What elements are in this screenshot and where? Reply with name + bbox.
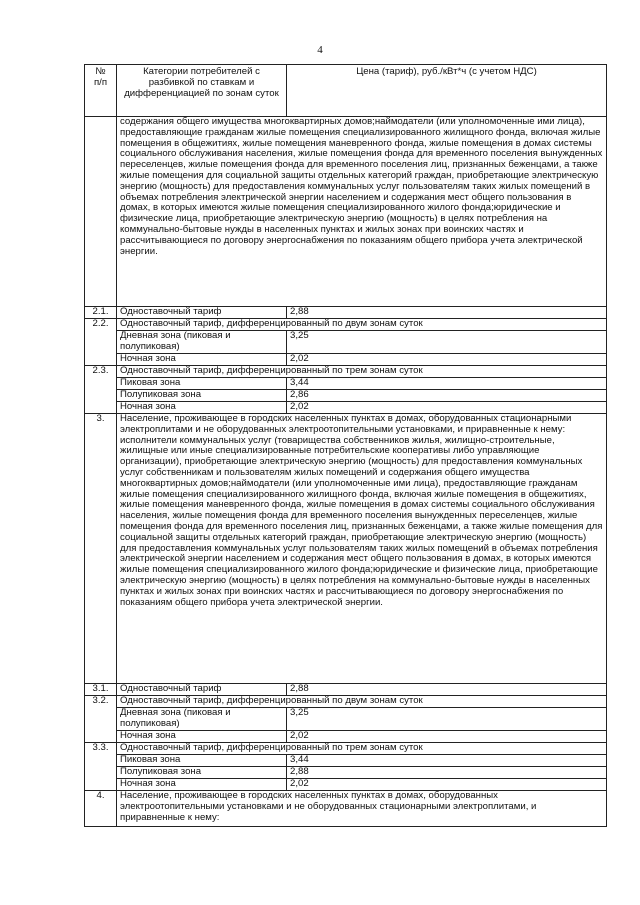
table-row (85, 755, 607, 767)
header-number: № п/п (85, 65, 117, 117)
row-number: 3. (85, 414, 117, 684)
tariff-price: 3,44 (287, 755, 607, 767)
row-number: 3.2. (85, 696, 117, 743)
tariff-price: 3,25 (287, 708, 607, 731)
table-row (85, 390, 607, 402)
table-row (85, 354, 607, 366)
table-row (85, 402, 607, 414)
category-description: Население, проживающее в городских населенных пунктах в домах, оборудованных стационарными электроплитами и не оборудованных электроотопительными установками, и приравненные к нему: исполнители коммунальных услуг (товарищества собственников жилья, жилищно-строительные, жилищные или иные специализированные потребительские кооперативы либо управляющие организации), приобретающие электрическую энергию (мощность) для предоставления коммунальных услуг собственникам и пользователям жилых помещений и содержания общего имущества многоквартирных домов;наймодатели (или уполномоченные ими лица), предоставляющие гражданам жилые помещения специализированного жилищного фонда, включая жилые помещения в общежитиях, жилые помещения маневренного фонда, жилые помещения в домах системы социального обслуживания населения, жилые помещения фонда для временного поселения вынужденных переселенцев, жилые помещения фонда для временного поселения лиц, признанных беженцами, а также жилые помещения для социальной защиты отдельных категорий граждан, приобретающие электрическую энергию (мощность) для предоставления коммунальных услуг пользователям таких жилых помещений в объемах потребления электрической энергии населением и содержания мест общего пользования в домах, в которых имеются жилые помещения специализированного жилого фонда;юридические и физические лица, приобретающие электрическую энергию (мощность) в целях потребления на коммунально-бытовые нужды в населенных пунктах и жилых зонах при воинских частях и рассчитывающиеся по договору энергоснабжения по показаниям общего прибора учета электрической энергии. (117, 414, 607, 684)
zone-name: Ночная зона (117, 354, 287, 366)
table-row (85, 708, 607, 731)
page-number: 4 (317, 44, 323, 56)
tariff-price: 2,02 (287, 731, 607, 743)
tariff-name: Одноставочный тариф (117, 307, 287, 319)
table-header-row (85, 65, 607, 117)
zone-name: Ночная зона (117, 731, 287, 743)
row-number: 2.2. (85, 319, 117, 366)
row-number: 3.1. (85, 684, 117, 696)
zone-name: Пиковая зона (117, 378, 287, 390)
table-row (85, 307, 607, 319)
zone-name: Полупиковая зона (117, 767, 287, 779)
table-row (85, 117, 607, 307)
tariff-price: 2,02 (287, 402, 607, 414)
table-row (85, 791, 607, 827)
tariff-price: 2,02 (287, 779, 607, 791)
zone-name: Ночная зона (117, 402, 287, 414)
table-row (85, 731, 607, 743)
tariff-table (84, 64, 607, 827)
zone-name: Полупиковая зона (117, 390, 287, 402)
table-row (85, 319, 607, 331)
table-row (85, 378, 607, 390)
table-row (85, 684, 607, 696)
zone-name: Дневная зона (пиковая и полупиковая) (117, 708, 287, 731)
zone-name: Ночная зона (117, 779, 287, 791)
tariff-price: 2,88 (287, 307, 607, 319)
tariff-price: 3,25 (287, 331, 607, 354)
table-row (85, 779, 607, 791)
tariff-price: 3,44 (287, 378, 607, 390)
tariff-name: Одноставочный тариф, дифференцированный по двум зонам суток (117, 319, 607, 331)
table-row (85, 696, 607, 708)
row-number (85, 117, 117, 307)
table-row (85, 414, 607, 684)
zone-name: Дневная зона (пиковая и полупиковая) (117, 331, 287, 354)
header-category: Категории потребителей с разбивкой по ставкам и дифференциацией по зонам суток (117, 65, 287, 117)
tariff-price: 2,02 (287, 354, 607, 366)
row-number: 2.3. (85, 366, 117, 414)
table-row (85, 331, 607, 354)
tariff-price: 2,86 (287, 390, 607, 402)
zone-name: Пиковая зона (117, 755, 287, 767)
tariff-price: 2,88 (287, 767, 607, 779)
tariff-name: Одноставочный тариф (117, 684, 287, 696)
row-number: 2.1. (85, 307, 117, 319)
tariff-name: Одноставочный тариф, дифференцированный по трем зонам суток (117, 366, 607, 378)
row-number: 3.3. (85, 743, 117, 791)
table-row (85, 767, 607, 779)
table-row (85, 366, 607, 378)
header-price: Цена (тариф), руб./кВт*ч (с учетом НДС) (287, 65, 607, 117)
row-number: 4. (85, 791, 117, 827)
category-description: Население, проживающее в городских населенных пунктах в домах, оборудованных электроотопительными установками и не оборудованных стационарными электроплитами, и приравненные к нему: (117, 791, 607, 827)
continued-description: содержания общего имущества многоквартирных домов;наймодатели (или уполномоченные ими лица), предоставляющие гражданам жилые помещения специализированного жилищного фонда, включая жилые помещения в общежитиях, жилые помещения маневренного фонда, жилые помещения в домах системы социального обслуживания населения, жилые помещения фонда для временного поселения вынужденных переселенцев, жилые помещения фонда для временного поселения лиц, признанных беженцами, а также жилые помещения для социальной защиты отдельных категорий граждан, приобретающие электрическую энергию (мощность) для предоставления коммунальных услуг пользователям таких жилых помещений в объемах потребления электрической энергии населением и содержания мест общего пользования в домах, в которых имеются жилые помещения специализированного жилого фонда;юридические и физические лица, приобретающие электрическую энергию (мощность) в целях потребления на коммунально-бытовые нужды в населенных пунктах и жилых зонах при воинских частях и рассчитывающиеся по договору энергоснабжения по показаниям общего прибора учета электрической энергии. (117, 117, 607, 307)
tariff-name: Одноставочный тариф, дифференцированный по двум зонам суток (117, 696, 607, 708)
tariff-price: 2,88 (287, 684, 607, 696)
table-row (85, 743, 607, 755)
tariff-name: Одноставочный тариф, дифференцированный по трем зонам суток (117, 743, 607, 755)
